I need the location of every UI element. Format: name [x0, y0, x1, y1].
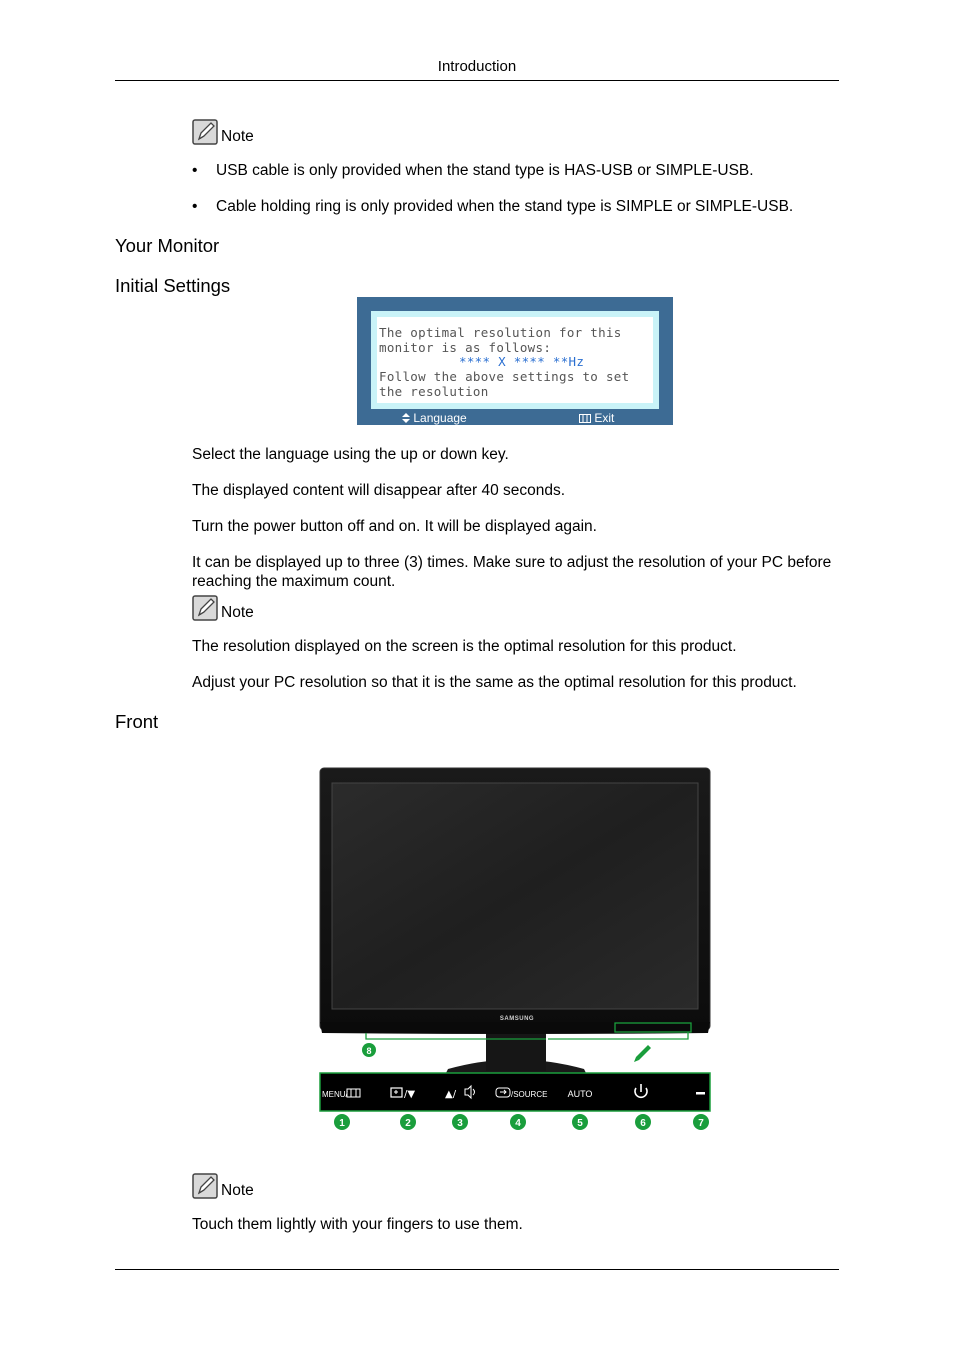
paragraph: Touch them lightly with your fingers to use them.: [192, 1216, 523, 1233]
svg-text:1: 1: [339, 1118, 345, 1129]
svg-text:4: 4: [515, 1118, 521, 1129]
up-down-arrow-icon: [402, 413, 410, 423]
page-header: Introduction: [437, 58, 517, 75]
osd-line: the resolution: [379, 384, 489, 399]
menu-button-label: MENU/: [322, 1090, 348, 1099]
svg-text:6: 6: [640, 1118, 646, 1129]
osd-line: Follow the above settings to set: [379, 369, 630, 384]
note-label: Note: [221, 1182, 254, 1199]
brand-logo: SAMSUNG: [499, 1016, 535, 1022]
section-heading-your-monitor: Your Monitor: [115, 235, 220, 256]
note-pencil-icon: [192, 119, 218, 145]
paragraph: It can be displayed up to three (3) times. Make sure to adjust the resolution of your PC before reaching the maximum count.: [192, 554, 832, 590]
svg-text:5: 5: [577, 1118, 583, 1129]
note-label: Note: [221, 604, 254, 621]
source-button-label: /SOURCE: [511, 1090, 548, 1099]
note-block: [192, 591, 254, 621]
osd-line: monitor is as follows:: [379, 340, 552, 355]
svg-text:3: 3: [457, 1118, 463, 1129]
footer-rule: [115, 1269, 839, 1270]
paragraph: Select the language using the up or down key.: [192, 446, 509, 463]
header-rule: [115, 80, 839, 81]
monitor-front-illustration: [318, 767, 712, 1137]
list-item: • USB cable is only provided when the stand type is HAS-USB or SIMPLE-USB.: [192, 162, 754, 179]
power-indicator-icon: [696, 1092, 705, 1095]
svg-text:8: 8: [366, 1046, 372, 1056]
svg-text:2: 2: [405, 1118, 411, 1129]
note-label: Note: [221, 128, 254, 145]
up-button-label: ▲/: [445, 1089, 457, 1100]
touch-pencil-icon: [634, 1045, 651, 1062]
osd-language-option: Language: [402, 411, 467, 425]
list-item: • Cable holding ring is only provided when the stand type is SIMPLE or SIMPLE-USB.: [192, 198, 794, 215]
note-block: [192, 115, 254, 145]
osd-resolution-dialog: [357, 297, 673, 425]
auto-button-label: AUTO: [567, 1089, 593, 1099]
note-block: [192, 1169, 254, 1199]
osd-exit-option: Exit: [579, 411, 614, 425]
paragraph: Turn the power button off and on. It will be displayed again.: [192, 518, 597, 535]
osd-line: The optimal resolution for this: [379, 325, 622, 340]
svg-text:7: 7: [698, 1118, 704, 1129]
monitor-svg: [318, 767, 712, 1137]
menu-icon: [579, 414, 591, 423]
osd-resolution-value: **** X **** **Hz: [459, 354, 585, 369]
paragraph: The displayed content will disappear after 40 seconds.: [192, 482, 566, 499]
paragraph: Adjust your PC resolution so that it is the same as the optimal resolution for this product.: [192, 674, 797, 691]
section-heading-front: Front: [115, 711, 159, 732]
section-heading-initial-settings: Initial Settings: [115, 275, 231, 296]
note-pencil-icon: [192, 1173, 218, 1199]
paragraph: The resolution displayed on the screen is the optimal resolution for this product.: [192, 638, 737, 655]
down-button-label: /▼: [404, 1089, 416, 1100]
note-pencil-icon: [192, 595, 218, 621]
